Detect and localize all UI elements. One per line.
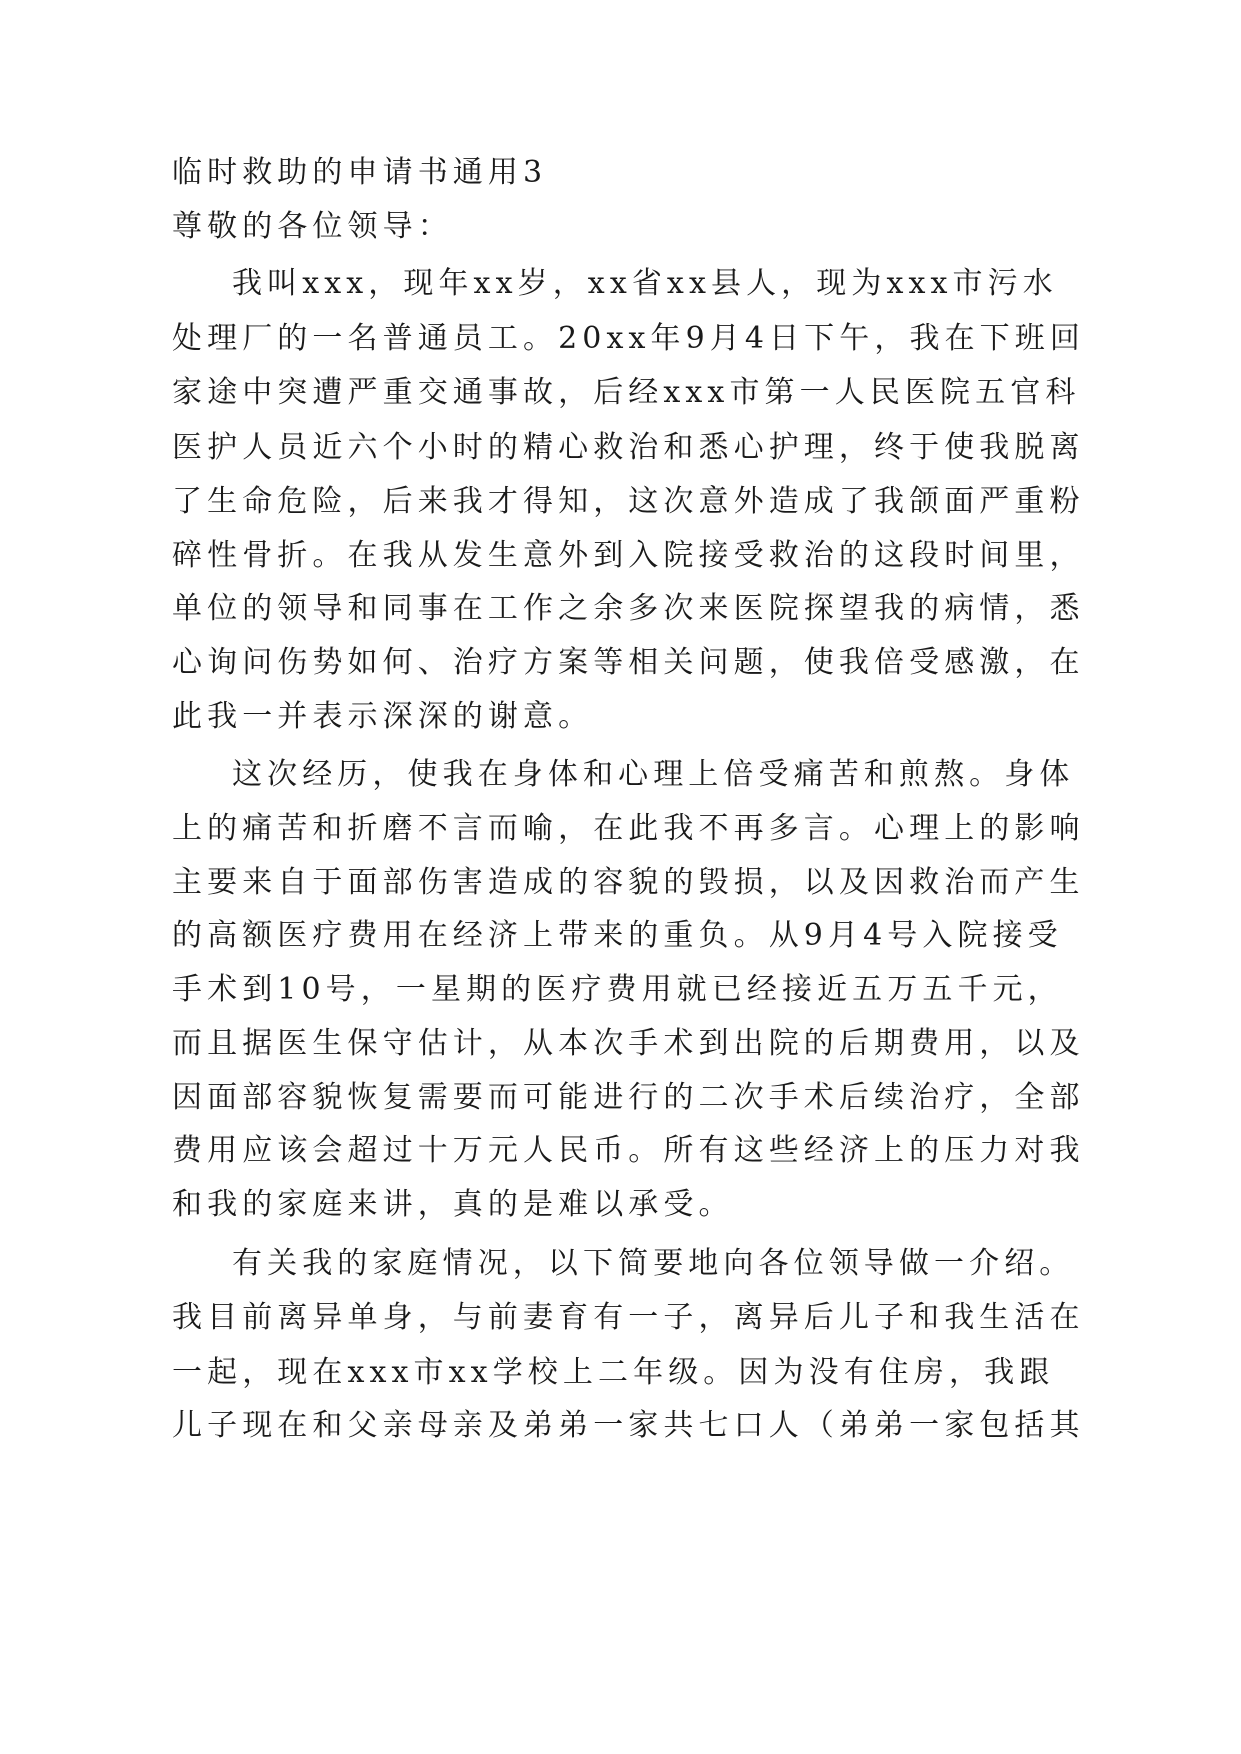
body-line: 碎性骨折。在我从发生意外到入院接受救治的这段时间里， xyxy=(172,538,1085,573)
body-line: 此我一并表示深深的谢意。 xyxy=(172,699,594,734)
body-line: 的高额医疗费用在经济上带来的重负。从9月4号入院接受 xyxy=(172,918,1063,953)
body-line: 家途中突遭严重交通事故，后经xxx市第一人民医院五官科 xyxy=(172,375,1081,410)
body-line: 费用应该会超过十万元人民币。所有这些经济上的压力对我 xyxy=(172,1133,1085,1168)
body-line: 主要来自于面部伤害造成的容貌的毁损，以及因救治而产生 xyxy=(172,865,1085,900)
body-line: 儿子现在和父亲母亲及弟弟一家共七口人（弟弟一家包括其 xyxy=(172,1408,1085,1443)
body-line: 我叫xxx，现年xx岁，xx省xx县人，现为xxx市污水 xyxy=(232,266,1058,301)
body-line: 和我的家庭来讲，真的是难以承受。 xyxy=(172,1187,734,1222)
body-line: 手术到10号，一星期的医疗费用就已经接近五万五千元， xyxy=(172,972,1063,1007)
body-line: 一起，现在xxx市xx学校上二年级。因为没有住房，我跟 xyxy=(172,1355,1055,1390)
body-line: 而且据医生保守估计，从本次手术到出院的后期费用，以及 xyxy=(172,1026,1085,1061)
body-line: 上的痛苦和折磨不言而喻，在此我不再多言。心理上的影响 xyxy=(172,811,1085,846)
body-line: 心询问伤势如何、治疗方案等相关问题，使我倍受感激，在 xyxy=(172,645,1085,680)
body-line: 因面部容貌恢复需要而可能进行的二次手术后续治疗，全部 xyxy=(172,1080,1085,1115)
document-title: 临时救助的申请书通用3 xyxy=(172,155,548,190)
body-line: 了生命危险，后来我才得知，这次意外造成了我颌面严重粉 xyxy=(172,484,1085,519)
salutation: 尊敬的各位领导： xyxy=(172,209,453,244)
body-line: 这次经历，使我在身体和心理上倍受痛苦和煎熬。身体 xyxy=(232,757,1075,792)
body-line: 有关我的家庭情况，以下简要地向各位领导做一介绍。 xyxy=(232,1246,1075,1281)
body-line: 医护人员近六个小时的精心救治和悉心护理，终于使我脱离 xyxy=(172,430,1085,465)
body-line: 单位的领导和同事在工作之余多次来医院探望我的病情，悉 xyxy=(172,591,1085,626)
body-line: 我目前离异单身，与前妻育有一子，离异后儿子和我生活在 xyxy=(172,1300,1085,1335)
body-line: 处理厂的一名普通员工。20xx年9月4日下午，我在下班回 xyxy=(172,321,1085,356)
